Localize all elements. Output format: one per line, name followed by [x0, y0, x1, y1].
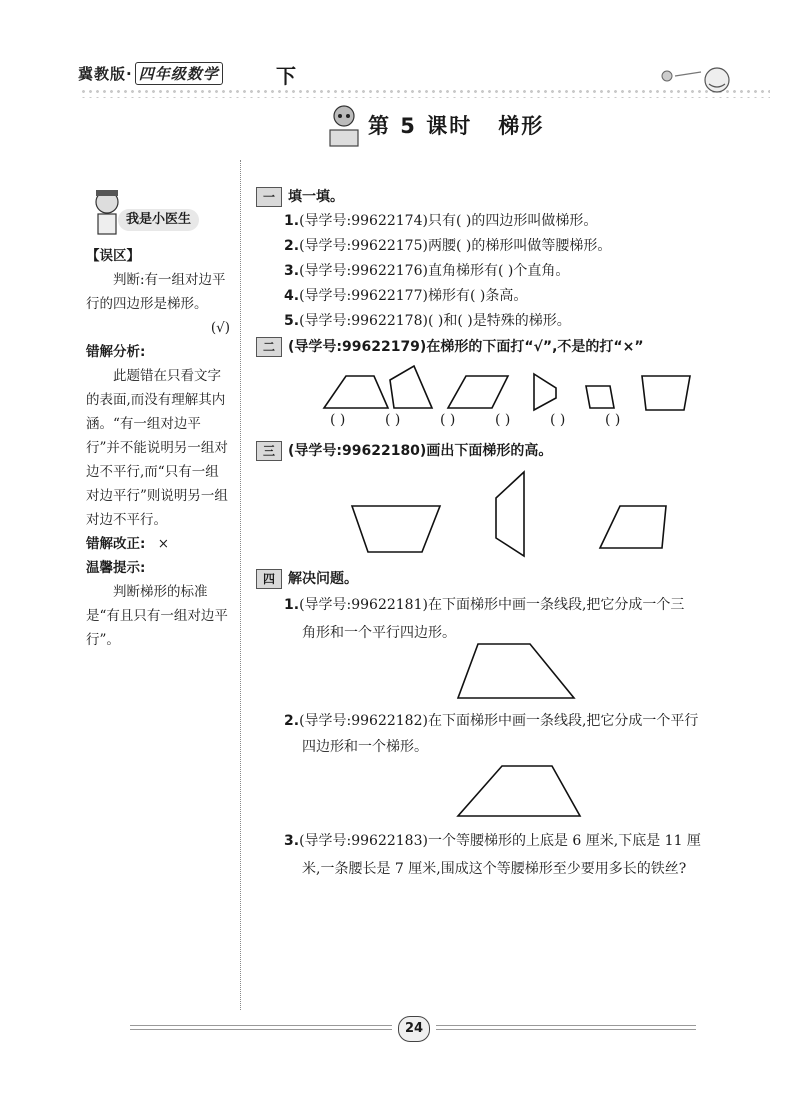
lesson-topic: 梯形 [498, 114, 545, 138]
doctor-mascot-icon [90, 186, 124, 238]
footer-line-left [130, 1025, 392, 1030]
fill-question-4: 4.(导学号:99622177)梯形有( )条高。 [284, 288, 528, 304]
judge-shape-2 [390, 366, 432, 408]
judge-shape-5 [586, 386, 614, 408]
error-zone-label: 【误区】 [86, 248, 140, 264]
fill-question-1: 1.(导学号:99622174)只有( )的四边形叫做梯形。 [284, 213, 598, 229]
judge-shapes [320, 364, 700, 412]
problem-3: 3.(导学号:99622183)一个等腰梯形的上底是 6 厘米,下底是 11 厘 [284, 833, 701, 849]
section-2-title: 二 (导学号:99622179)在梯形的下面打“√”,不是的打“×” [256, 336, 644, 357]
analysis-text: 此题错在只看文字的表面,而没有理解其内涵。“有一组对边平行”并不能说明另一组对边不平行,而“只有一组对边平行”则说明另一组对边不平行。 [86, 368, 228, 528]
column-divider [240, 160, 241, 1010]
judge-answer-5[interactable]: ( ) [550, 412, 566, 428]
tip-label: 温馨提示: [86, 560, 146, 576]
judge-answer-4[interactable]: ( ) [495, 412, 511, 428]
error-statement: 判断:有一组对边平行的四边形是梯形。 [86, 272, 226, 312]
fill-question-3: 3.(导学号:99622176)直角梯形有( )个直角。 [284, 263, 570, 279]
teacher-mascot-icon [326, 100, 362, 148]
section-3-title: 三 (导学号:99622180)画出下面梯形的高。 [256, 440, 552, 461]
header-book-title: 冀教版· 四年级数学 [78, 62, 223, 85]
error-mark: (√) [210, 320, 230, 336]
judge-shape-4 [534, 374, 556, 410]
judge-answer-6[interactable]: ( ) [605, 412, 621, 428]
section-1-number: 一 [256, 187, 282, 207]
decoration-circle [705, 68, 729, 92]
header-decoration-icon [655, 62, 735, 96]
lesson-label: 第 5 课时 [368, 114, 473, 138]
height-shape-3 [600, 506, 666, 548]
judge-shape-6 [642, 376, 690, 410]
analysis-label: 错解分析: [86, 344, 146, 360]
correction-label: 错解改正: [86, 536, 146, 552]
page-title [368, 110, 544, 140]
problem-2: 2.(导学号:99622182)在下面梯形中画一条线段,把它分成一个平行 [284, 713, 699, 729]
problem-3-cont: 米,一条腰长是 7 厘米,围成这个等腰梯形至少要用多长的铁丝? [302, 861, 687, 877]
section-4-title: 四 解决问题。 [256, 568, 358, 589]
height-shapes [350, 468, 670, 558]
page-number: 24 [398, 1016, 430, 1042]
problem-1: 1.(导学号:99622181)在下面梯形中画一条线段,把它分成一个三 [284, 597, 685, 613]
problem-1-trapezoid [456, 640, 580, 702]
header-grade: 四年级数学 [135, 62, 223, 85]
correction-row [86, 532, 230, 556]
fill-question-2: 2.(导学号:99622175)两腰( )的梯形叫做等腰梯形。 [284, 238, 612, 254]
correction-value: × [157, 536, 170, 552]
judge-answer-3[interactable]: ( ) [440, 412, 456, 428]
judge-answer-1[interactable]: ( ) [330, 412, 346, 428]
section-2-number: 二 [256, 337, 282, 357]
problem-1-cont: 角形和一个平行四边形。 [302, 625, 456, 641]
problem-2-trapezoid [456, 762, 584, 820]
judge-answer-row [330, 412, 660, 428]
section-1-title: 一 填一填。 [256, 186, 344, 207]
judge-answer-2[interactable]: ( ) [385, 412, 401, 428]
section-3-number: 三 [256, 441, 282, 461]
sidebar-badge: 我是小医生 [118, 209, 199, 231]
section-4-number: 四 [256, 569, 282, 589]
decoration-dot [662, 71, 672, 81]
problem-2-cont: 四边形和一个梯形。 [302, 739, 428, 755]
height-shape-1 [352, 506, 440, 552]
judge-shape-1 [324, 376, 388, 408]
height-shape-2 [496, 472, 524, 556]
problem-2-shape [458, 766, 580, 816]
judge-shape-3 [448, 376, 508, 408]
tip-text: 判断梯形的标准是“有且只有一组对边平行”。 [86, 584, 228, 648]
footer-line-right [436, 1025, 696, 1030]
fill-question-5: 5.(导学号:99622178)( )和( )是特殊的梯形。 [284, 313, 571, 329]
problem-1-shape [458, 644, 574, 698]
header-volume: 下 [276, 64, 296, 88]
sidebar-error-zone [86, 244, 230, 652]
